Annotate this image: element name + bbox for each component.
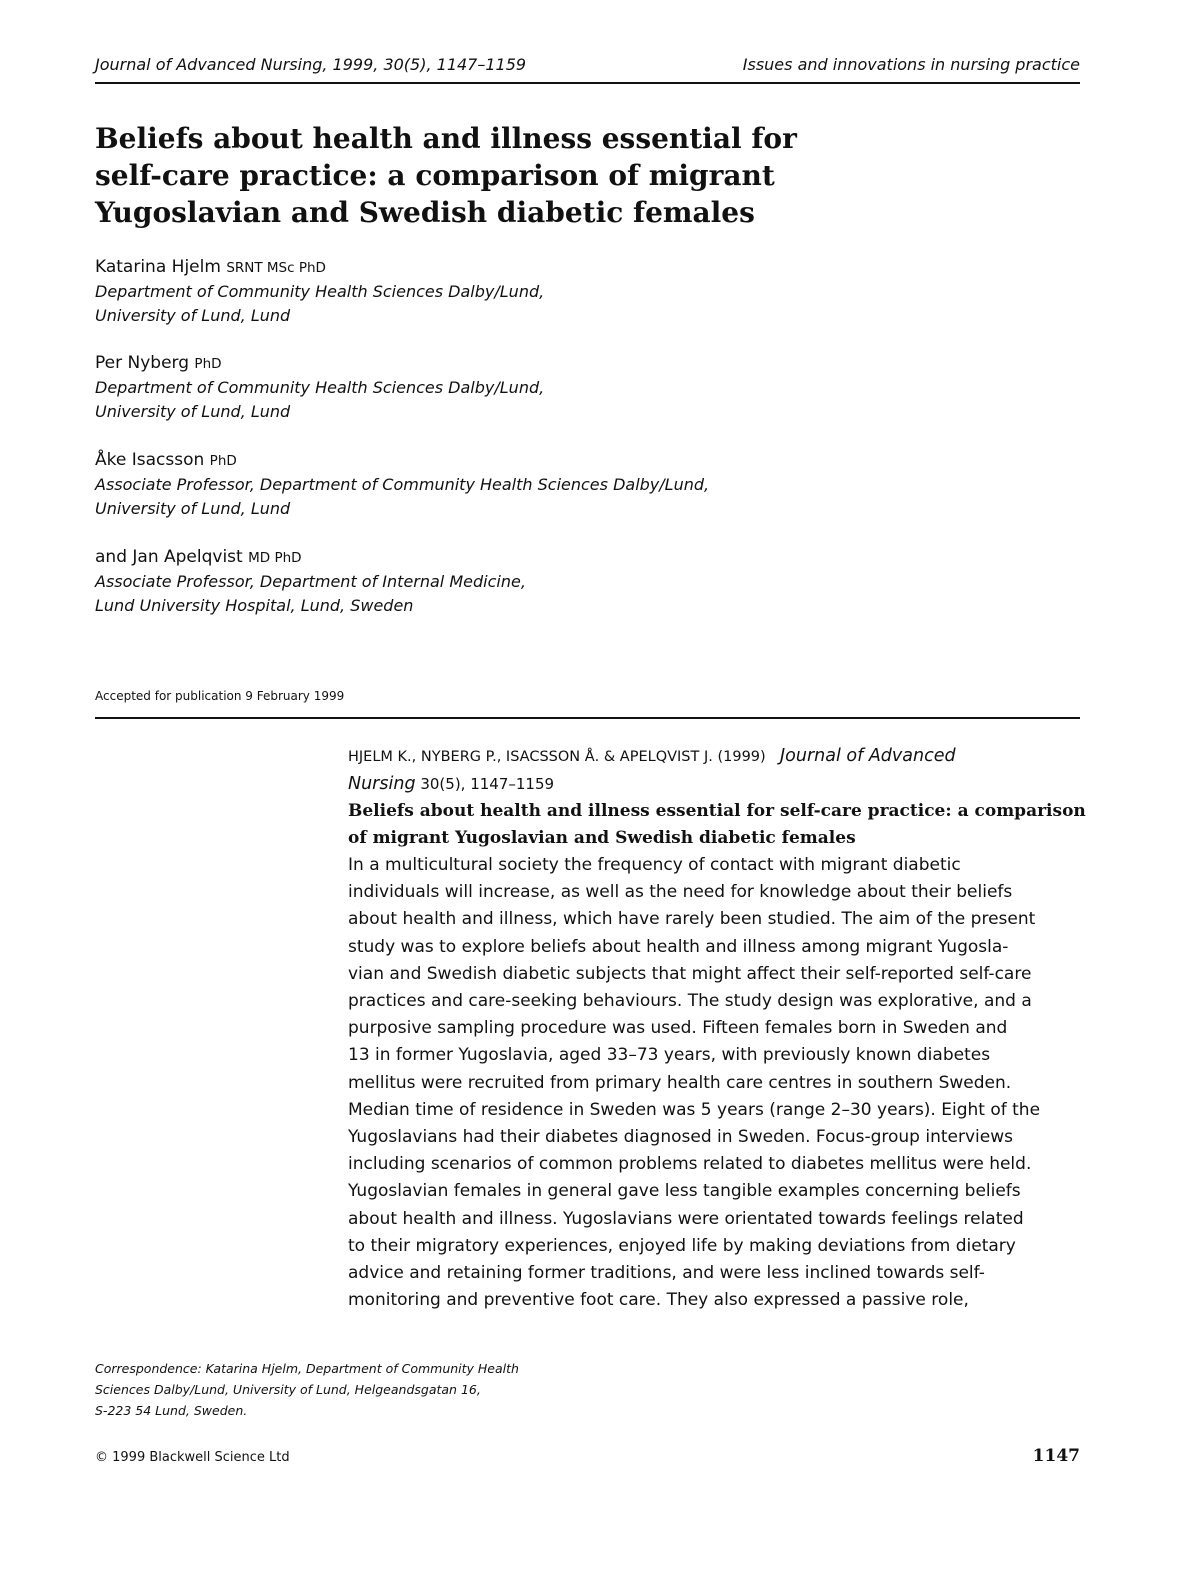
abstract-line: Yugoslavian females in general gave less tangible examples concerning beliefs	[348, 1181, 1021, 1202]
author-block	[95, 255, 895, 328]
abstract-line: 13 in former Yugoslavia, aged 33–73 years, with previously known diabetes	[348, 1045, 991, 1066]
author-block	[95, 545, 895, 618]
article-title	[95, 120, 855, 231]
abstract-line: purposive sampling procedure was used. Fifteen females born in Sweden and	[348, 1018, 1008, 1039]
author-name: and Jan Apelqvist	[95, 547, 243, 567]
abstract-body	[348, 852, 1083, 1314]
author-affiliation: Lund University Hospital, Lund, Sweden	[95, 596, 414, 615]
abstract-title	[348, 798, 1086, 852]
copyright-notice: © 1999 Blackwell Science Ltd	[95, 1450, 290, 1465]
author-affiliation: Associate Professor, Department of Community Health Sciences Dalby/Lund,	[95, 475, 710, 494]
correspondence-line: Sciences Dalby/Lund, University of Lund, Helgeandsgatan 16,	[95, 1382, 481, 1397]
author-name: Katarina Hjelm	[95, 257, 221, 277]
page-number: 1147	[1032, 1446, 1080, 1466]
abstract-line: Yugoslavians had their diabetes diagnosed in Sweden. Focus-group interviews	[348, 1127, 1013, 1148]
author-block	[95, 448, 895, 521]
abstract-line: advice and retaining former traditions, and were less inclined towards self-	[348, 1263, 985, 1284]
header-rule	[95, 82, 1080, 84]
author-block	[95, 351, 895, 424]
abstract	[348, 743, 1086, 1314]
author-affiliation: University of Lund, Lund	[95, 306, 291, 325]
citation-authors: HJELM K., NYBERG P., ISACSSON Å. & APELQVIST J. (1999)	[348, 749, 766, 765]
abstract-line: about health and illness. Yugoslavians were orientated towards feelings related	[348, 1208, 1024, 1229]
correspondence-line: S-223 54 Lund, Sweden.	[95, 1403, 248, 1418]
abstract-line: vian and Swedish diabetic subjects that might affect their self-reported self-care	[348, 963, 1032, 984]
abstract-line: study was to explore beliefs about health and illness among migrant Yugosla-	[348, 936, 1009, 957]
citation-journal: Journal of Advanced	[780, 746, 956, 766]
running-header	[95, 55, 1080, 81]
correspondence	[95, 1358, 519, 1421]
abstract-line: monitoring and preventive foot care. They also expressed a passive role,	[348, 1290, 969, 1311]
citation-journal: Nursing	[348, 774, 416, 794]
title-line: self-care practice: a comparison of migrant	[95, 159, 775, 192]
author-line	[95, 255, 895, 280]
author-affiliation: University of Lund, Lund	[95, 402, 291, 421]
abstract-line: practices and care-seeking behaviours. The study design was explorative, and a	[348, 991, 1032, 1012]
citation-line	[348, 743, 1083, 771]
abstract-line: about health and illness, which have rarely been studied. The aim of the present	[348, 909, 1036, 930]
title-line: Beliefs about health and illness essential for	[95, 122, 797, 155]
author-line	[95, 448, 895, 473]
citation-line	[348, 771, 1083, 798]
author-line	[95, 351, 895, 376]
author-degrees: SRNT MSc PhD	[226, 260, 326, 276]
abstract-line: Median time of residence in Sweden was 5 years (range 2–30 years). Eight of the	[348, 1099, 1041, 1120]
author-affiliation: Associate Professor, Department of Internal Medicine,	[95, 572, 526, 591]
correspondence-line: Correspondence: Katarina Hjelm, Department of Community Health	[95, 1361, 519, 1376]
running-header-section: Issues and innovations in nursing practice	[742, 55, 1080, 74]
title-line: Yugoslavian and Swedish diabetic females	[95, 196, 755, 229]
accepted-date: Accepted for publication 9 February 1999	[95, 689, 345, 703]
abstract-line: to their migratory experiences, enjoyed life by making deviations from dietary	[348, 1235, 1016, 1256]
author-affiliation: Department of Community Health Sciences Dalby/Lund,	[95, 378, 545, 397]
citation-volume: 30(5), 1147–1159	[420, 775, 555, 793]
abstract-line: In a multicultural society the frequency of contact with migrant diabetic	[348, 855, 961, 875]
author-degrees: PhD	[194, 356, 222, 372]
abstract-title-line: of migrant Yugoslavian and Swedish diabetic females	[348, 828, 856, 848]
author-degrees: PhD	[209, 453, 237, 469]
author-degrees: MD PhD	[248, 550, 302, 566]
citation	[348, 743, 1083, 798]
author-affiliation: Department of Community Health Sciences Dalby/Lund,	[95, 282, 545, 301]
abstract-line: including scenarios of common problems related to diabetes mellitus were held.	[348, 1154, 1032, 1175]
author-affiliation: University of Lund, Lund	[95, 499, 291, 518]
abstract-line: individuals will increase, as well as the need for knowledge about their beliefs	[348, 882, 1013, 903]
author-name: Åke Isacsson	[95, 450, 205, 470]
author-name: Per Nyberg	[95, 353, 190, 373]
section-rule	[95, 717, 1080, 719]
abstract-title-line: Beliefs about health and illness essential for self-care practice: a comparison	[348, 801, 1086, 821]
running-header-journal: Journal of Advanced Nursing, 1999, 30(5), 1147–1159	[95, 55, 527, 74]
author-line	[95, 545, 895, 570]
abstract-line: mellitus were recruited from primary health care centres in southern Sweden.	[348, 1072, 1012, 1093]
